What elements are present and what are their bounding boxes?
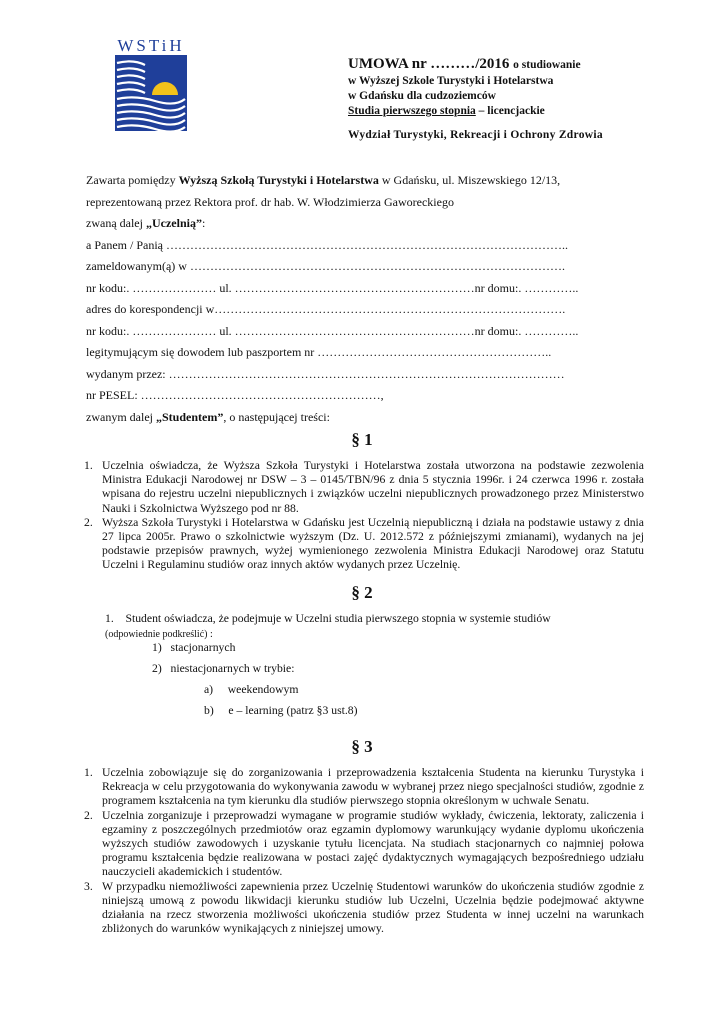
header-line-school: w Wyższej Szkole Turystyki i Hotelarstwa xyxy=(348,75,554,87)
contract-header xyxy=(348,56,708,141)
section-3-heading: § 3 xyxy=(351,737,373,756)
option-elearning: b) e – learning (patrz §3 ust.8) xyxy=(204,704,358,717)
party-represented: reprezentowaną przez Rektora prof. dr hab. W. Włodzimierza Gaworeckiego xyxy=(86,194,454,209)
field-postal-code-1: nr kodu:. ………………… ul. ……………………………………………………nr domu:. ………….. xyxy=(86,280,579,295)
contract-parties xyxy=(86,170,646,428)
section-1-list xyxy=(78,459,644,573)
party-called: zwaną dalej „Uczelnią”: xyxy=(86,216,206,230)
option-stationary: 1) stacjonarnych xyxy=(152,641,236,654)
section-2-heading: § 2 xyxy=(351,583,373,602)
field-issued-by: wydanym przez: ……………………………………………………………………………………… xyxy=(86,366,565,381)
section-1-heading: § 1 xyxy=(351,430,373,449)
section-2-item-1: 1. Student oświadcza, że podejmuje w Uczelni studia pierwszego stopnia w systemie studiów xyxy=(105,612,551,625)
section-3-list xyxy=(78,766,644,936)
contract-title: UMOWA nr ………/2016 o studiowanie xyxy=(348,56,581,72)
field-name: a Panem / Panią ……………………………………………………………………………………….. xyxy=(86,237,568,252)
party-intro: Zawarta pomiędzy Wyższą Szkołą Turystyki i Hotelarstwa w Gdańsku, ul. Miszewskiego 12/13, xyxy=(86,173,561,187)
field-postal-code-2: nr kodu:. ………………… ul. ……………………………………………………nr domu:. ………….. xyxy=(86,323,579,338)
list-item: 1. Uczelnia oświadcza, że Wyższa Szkoła Turystyki i Hotelarstwa została utworzona na podstawie zezwolenia Ministra Edukacji Narodowej nr DSW – 3 – 0145/TBN/96 z dnia 5 stycznia 1996r. i 24 czerwca 1996 r. została wpisana do rejestru uczelni niepublicznych i związków uczelni niepublicznych prowadzonego przez Ministerstwo Nauki i Szkolnictwa Wyższego pod nr 88. xyxy=(84,459,644,515)
option-nonstationary: 2) niestacjonarnych w trybie: xyxy=(152,662,295,675)
header-faculty: Wydział Turystyki, Rekreacji i Ochrony Zdrowia xyxy=(348,129,603,141)
section-2-note: (odpowiednie podkreślić) : xyxy=(105,629,213,640)
field-address: zameldowanym(ą) w …………………………………………………………………………………. xyxy=(86,259,565,273)
header-line-city: w Gdańsku dla cudzoziemców xyxy=(348,90,496,102)
logo-emblem-icon xyxy=(115,55,187,131)
header-line-level: Studia pierwszego stopnia – licencjackie xyxy=(348,105,545,117)
list-item: 1. Uczelnia zobowiązuje się do zorganizowania i przeprowadzenia kształcenia Studenta na kierunku Turystyka i Rekreacja w celu przygotowania do wykonywania zawodu w wybranej przez niego specjalności studiów, zgodnie z programem kształcenia na tym kierunku dla studiów pierwszego stopnia określonym w uchwale Senatu. xyxy=(84,766,644,808)
field-correspondence: adres do korespondencji w……………………………………………………………………………. xyxy=(86,302,566,316)
field-pesel: nr PESEL: ……………………………………………………, xyxy=(86,388,384,402)
list-item: 2. Uczelnia zorganizuje i przeprowadzi wymagane w programie studiów wykłady, ćwiczenia, lektoraty, zaliczenia i egzaminy z poszczególnych przedmiotów oraz egzamin dyplomowy warunkujący wydanie dyplomu ukończenia wyższych studiów zawodowych i uzyskanie tytułu licencjata. Na studiach stacjonarnych co najmniej połowa programu kształcenia będzie realizowana w postaci zajęć dydaktycznych wymagających bezpośredniego udziału nauczycieli akademickich i studentów. xyxy=(84,808,644,879)
list-item: 2. Wyższa Szkoła Turystyki i Hotelarstwa w Gdańsku jest Uczelnią niepubliczną i działa na podstawie ustawy z dnia 27 lipca 2005r. Prawo o szkolnictwie wyższym (Dz. U. 2012.572 z późniejszymi zmianami), wydanych na jej podstawie przepisów prawnych, wyżej wymienionego zezwolenia Ministra Edukacji Narodowej oraz Statutu Uczelni i Regulaminu studiów oraz innych aktów wydanych przez Uczelnię. xyxy=(84,515,644,572)
field-id-document: legitymującym się dowodem lub paszportem nr ………………………………………………….. xyxy=(86,345,552,359)
list-item: 3. W przypadku niemożliwości zapewnienia przez Uczelnię Studentowi warunków do ukończenia studiów zgodnie z niniejszą umową z powodu likwidacji kierunku studiów lub Uczelni, Uczelnia będzie podejmować aktywne działania na rzecz stworzenia możliwości ukończenia studiów przez Studenta w innej uczelni na warunkach zbliżonych do warunków wynikających z niniejszej umowy. xyxy=(84,879,644,936)
option-weekend: a) weekendowym xyxy=(204,683,299,696)
party-student: zwanym dalej „Studentem”, o następującej treści: xyxy=(86,409,330,424)
logo-text: WSTiH xyxy=(117,36,185,55)
wstih-logo xyxy=(103,37,199,131)
